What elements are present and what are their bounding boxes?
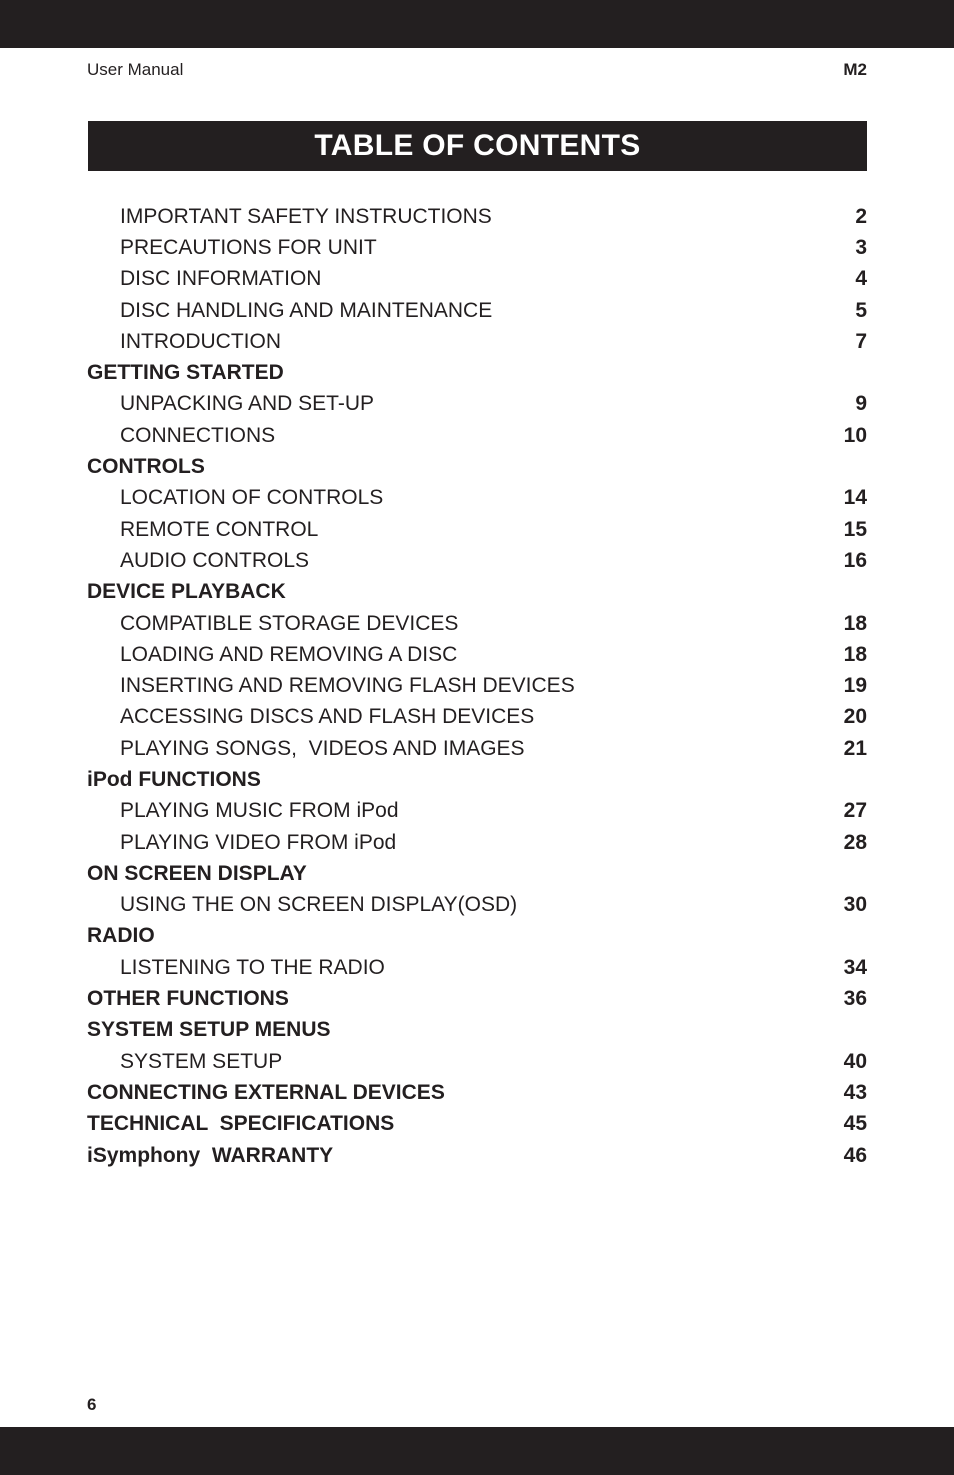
toc-entry-label: INTRODUCTION: [120, 329, 281, 353]
toc-entry[interactable]: [87, 608, 867, 639]
toc-entry[interactable]: [87, 389, 867, 420]
toc-entry-page: 18: [843, 642, 867, 666]
toc-entry-label: UNPACKING AND SET-UP: [120, 392, 374, 416]
toc-entry-label: CONNECTING EXTERNAL DEVICES: [87, 1080, 445, 1104]
bottom-bar: [0, 1427, 954, 1475]
toc-entry[interactable]: [87, 514, 867, 545]
toc-entry[interactable]: [87, 702, 867, 733]
toc-entry-label: INSERTING AND REMOVING FLASH DEVICES: [120, 674, 575, 698]
toc-entry-page: 5: [855, 298, 867, 322]
toc-entry-label: TECHNICAL SPECIFICATIONS: [87, 1112, 395, 1136]
toc-entry-page: 3: [855, 235, 867, 259]
toc-entry-label: PRECAUTIONS FOR UNIT: [120, 235, 377, 259]
toc-section[interactable]: [87, 577, 867, 608]
toc-entry-label: ACCESSING DISCS AND FLASH DEVICES: [120, 705, 535, 729]
toc-section[interactable]: [87, 357, 867, 388]
toc-entry-page: 18: [843, 611, 867, 635]
toc-section[interactable]: [87, 764, 867, 795]
toc-entry-label: LISTENING TO THE RADIO: [120, 955, 385, 979]
toc-entry-page: 27: [843, 799, 867, 823]
toc-entry-page: 7: [855, 329, 867, 353]
toc-section[interactable]: [87, 1109, 867, 1140]
toc-entry-page: 43: [843, 1080, 867, 1104]
toc-entry-label: CONNECTIONS: [120, 423, 276, 447]
header-model-label: M2: [843, 60, 867, 79]
header-manual-label: User Manual: [87, 60, 184, 79]
toc-entry[interactable]: [87, 545, 867, 576]
toc-entry[interactable]: [87, 264, 867, 295]
toc-entry-label: DISC HANDLING AND MAINTENANCE: [120, 298, 493, 322]
toc-list: [87, 201, 867, 1171]
toc-entry-page: 28: [843, 830, 867, 854]
toc-entry-page: 14: [843, 486, 867, 510]
toc-entry[interactable]: [87, 890, 867, 921]
toc-entry-label: ON SCREEN DISPLAY: [87, 861, 307, 885]
toc-entry[interactable]: [87, 420, 867, 451]
toc-section[interactable]: [87, 921, 867, 952]
toc-title: TABLE OF CONTENTS: [88, 121, 867, 171]
toc-section[interactable]: [87, 1077, 867, 1108]
toc-entry-page: 2: [855, 204, 867, 228]
toc-entry-page: 30: [843, 893, 867, 917]
toc-entry-label: PLAYING VIDEO FROM iPod: [120, 830, 397, 854]
toc-entry[interactable]: [87, 796, 867, 827]
toc-entry-label: RADIO: [87, 924, 155, 948]
toc-entry-label: PLAYING SONGS, VIDEOS AND IMAGES: [120, 736, 525, 760]
toc-entry-label: REMOTE CONTROL: [120, 517, 319, 541]
toc-entry-page: 46: [843, 1143, 867, 1167]
toc-entry[interactable]: [87, 1046, 867, 1077]
toc-entry-label: CONTROLS: [87, 455, 205, 479]
page-number: 6: [87, 1395, 97, 1414]
toc-section[interactable]: [87, 983, 867, 1014]
toc-entry-page: 16: [843, 548, 867, 572]
toc-entry-label: USING THE ON SCREEN DISPLAY(OSD): [120, 893, 518, 917]
toc-section[interactable]: [87, 1140, 867, 1171]
toc-entry-page: 4: [855, 267, 867, 291]
toc-entry[interactable]: [87, 483, 867, 514]
toc-entry-label: COMPATIBLE STORAGE DEVICES: [120, 611, 459, 635]
toc-entry-page: 19: [843, 674, 867, 698]
toc-entry[interactable]: [87, 232, 867, 263]
toc-entry-label: DISC INFORMATION: [120, 267, 322, 291]
toc-entry-label: IMPORTANT SAFETY INSTRUCTIONS: [120, 204, 492, 228]
toc-entry[interactable]: [87, 201, 867, 232]
toc-entry-label: LOCATION OF CONTROLS: [120, 486, 384, 510]
toc-entry-label: OTHER FUNCTIONS: [87, 987, 289, 1011]
toc-entry-label: AUDIO CONTROLS: [120, 548, 310, 572]
toc-entry[interactable]: [87, 326, 867, 357]
toc-entry-label: PLAYING MUSIC FROM iPod: [120, 799, 399, 823]
toc-entry-page: 21: [843, 736, 867, 760]
toc-entry-page: 15: [843, 517, 867, 541]
toc-entry-label: iSymphony WARRANTY: [87, 1143, 334, 1167]
toc-entry-label: DEVICE PLAYBACK: [87, 580, 286, 604]
toc-entry-page: 9: [855, 392, 867, 416]
toc-entry-label: SYSTEM SETUP MENUS: [87, 1018, 331, 1042]
toc-section[interactable]: [87, 858, 867, 889]
toc-entry-page: 20: [843, 705, 867, 729]
toc-entry[interactable]: [87, 295, 867, 326]
toc-entry-label: SYSTEM SETUP: [120, 1049, 283, 1073]
toc-section[interactable]: [87, 451, 867, 482]
toc-entry-label: iPod FUNCTIONS: [87, 767, 261, 791]
toc-entry-page: 10: [843, 423, 867, 447]
toc-entry-page: 40: [843, 1049, 867, 1073]
toc-entry[interactable]: [87, 670, 867, 701]
toc-entry[interactable]: [87, 733, 867, 764]
toc-section[interactable]: [87, 1015, 867, 1046]
toc-entry[interactable]: [87, 639, 867, 670]
toc-entry-page: 45: [843, 1112, 867, 1136]
toc-entry-label: LOADING AND REMOVING A DISC: [120, 642, 458, 666]
toc-entry-page: 36: [843, 987, 867, 1011]
toc-entry[interactable]: [87, 827, 867, 858]
toc-entry-label: GETTING STARTED: [87, 361, 284, 385]
toc-entry[interactable]: [87, 952, 867, 983]
toc-entry-page: 34: [843, 955, 867, 979]
top-bar: [0, 0, 954, 48]
